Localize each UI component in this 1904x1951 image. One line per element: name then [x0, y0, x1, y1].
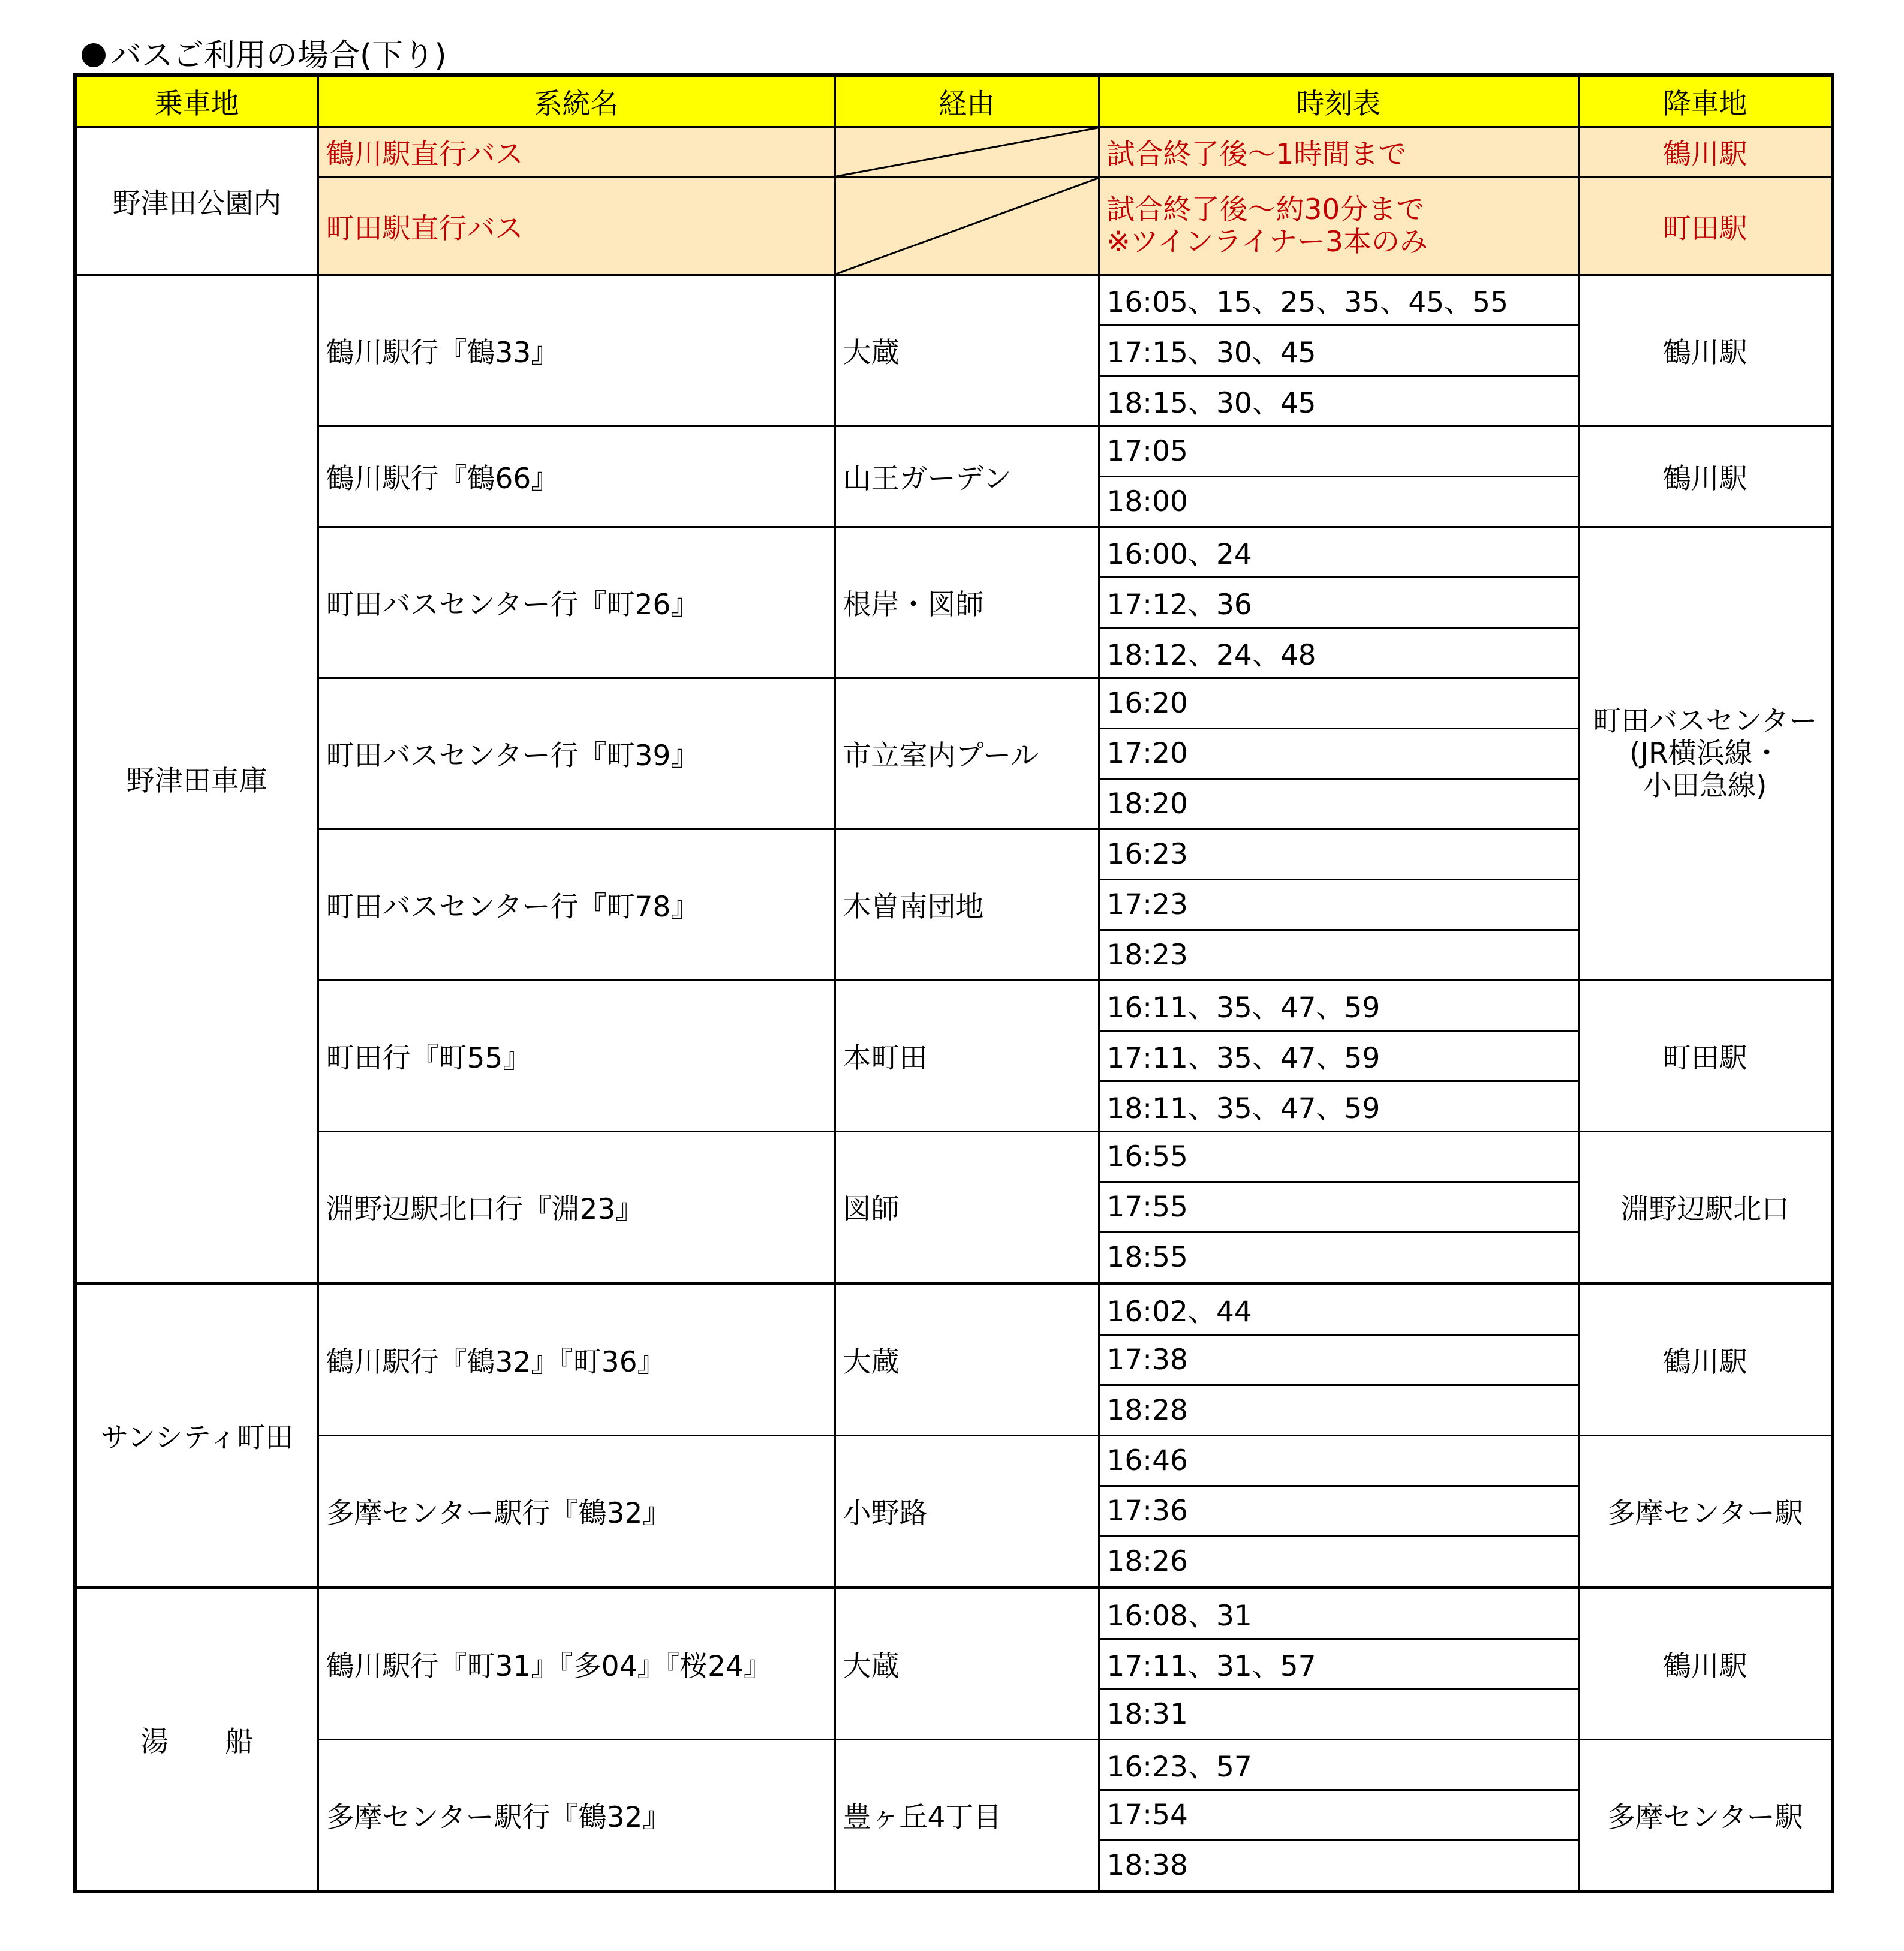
- time-cell: 18:38: [1099, 1841, 1578, 1892]
- time-cell: 18:28: [1099, 1385, 1578, 1436]
- time-cell: 16:00、24: [1099, 527, 1578, 578]
- route-cell: 鶴川駅行『鶴66』: [318, 426, 835, 527]
- table-row: [75, 275, 1833, 326]
- via-cell: 小野路: [835, 1436, 1099, 1588]
- via-cell: 市立室内プール: [835, 678, 1099, 829]
- table-row: [75, 127, 1833, 178]
- time-cell: 16:11、35、47、59: [1099, 981, 1578, 1031]
- alight-cell: 鶴川駅: [1578, 1588, 1833, 1740]
- time-cell: 17:36: [1099, 1486, 1578, 1537]
- time-cell: 17:11、31、57: [1099, 1639, 1578, 1690]
- time-cell: 18:20: [1099, 779, 1578, 829]
- table-row: [75, 1283, 1833, 1335]
- time-cell: 18:31: [1099, 1690, 1578, 1740]
- time-cell: 16:05、15、25、35、45、55: [1099, 275, 1578, 326]
- page-title-text: バスご利用の場合(下り): [110, 38, 447, 74]
- route-cell: 町田行『町55』: [318, 981, 835, 1132]
- bus-timetable: [73, 73, 1834, 1893]
- stop-cell: 湯 船: [75, 1588, 318, 1892]
- route-cell: 鶴川駅行『町31』『多04』『桜24』: [318, 1588, 835, 1740]
- stop-cell: 野津田公園内: [75, 127, 318, 275]
- time-cell: 18:12、24、48: [1099, 628, 1578, 678]
- time-cell: 17:23: [1099, 880, 1578, 930]
- route-cell: 町田バスセンター行『町26』: [318, 527, 835, 678]
- table-row: [75, 1588, 1833, 1639]
- time-cell: 16:08、31: [1099, 1588, 1578, 1639]
- time-cell: 17:54: [1099, 1790, 1578, 1841]
- alight-cell: 鶴川駅: [1578, 1283, 1833, 1436]
- alight-cell: 町田駅: [1578, 981, 1833, 1132]
- header-via: 経由: [835, 75, 1099, 127]
- alight-cell: 多摩センター駅: [1578, 1436, 1833, 1588]
- alight-cell: 鶴川駅: [1578, 127, 1833, 178]
- via-cell: 本町田: [835, 981, 1099, 1132]
- stop-cell: 野津田車庫: [75, 275, 318, 1284]
- route-cell: 町田バスセンター行『町39』: [318, 678, 835, 829]
- alight-cell: 多摩センター駅: [1578, 1740, 1833, 1892]
- time-cell: 17:15、30、45: [1099, 326, 1578, 376]
- route-cell: 多摩センター駅行『鶴32』: [318, 1740, 835, 1892]
- time-cell: 17:55: [1099, 1182, 1578, 1232]
- header-stop: 乗車地: [75, 75, 318, 127]
- table-row: [75, 829, 1833, 880]
- alight-line: 町田バスセンター: [1593, 704, 1818, 738]
- time-cell: 17:38: [1099, 1335, 1578, 1385]
- route-cell: 淵野辺駅北口行『淵23』: [318, 1132, 835, 1284]
- times-line: 試合終了後～約30分まで: [1106, 193, 1425, 226]
- via-cell: 豊ヶ丘4丁目: [835, 1740, 1099, 1892]
- table-row: [75, 1740, 1833, 1790]
- table-row: [75, 1436, 1833, 1486]
- time-cell: 18:15、30、45: [1099, 376, 1578, 426]
- via-empty-cell: [835, 178, 1099, 275]
- route-cell: 町田駅直行バス: [318, 178, 835, 275]
- time-cell: 17:11、35、47、59: [1099, 1031, 1578, 1081]
- header-times: 時刻表: [1099, 75, 1578, 127]
- alight-cell: 町田駅: [1578, 178, 1833, 275]
- time-cell: 18:23: [1099, 930, 1578, 981]
- via-cell: 大蔵: [835, 275, 1099, 426]
- header-route: 系統名: [318, 75, 835, 127]
- page-title: [82, 35, 447, 77]
- route-cell: 町田バスセンター行『町78』: [318, 829, 835, 981]
- alight-line: 小田急線): [1643, 769, 1767, 802]
- time-cell: 18:00: [1099, 477, 1578, 527]
- time-cell: 17:12、36: [1099, 578, 1578, 628]
- time-cell: 17:05: [1099, 426, 1578, 477]
- via-cell: 木曽南団地: [835, 829, 1099, 981]
- bullet-icon: [82, 43, 106, 67]
- time-cell: 16:20: [1099, 678, 1578, 729]
- alight-cell: 鶴川駅: [1578, 275, 1833, 426]
- header-alight: 降車地: [1578, 75, 1833, 127]
- via-cell: 根岸・図師: [835, 527, 1099, 678]
- route-cell: 鶴川駅直行バス: [318, 127, 835, 178]
- time-cell: 18:11、35、47、59: [1099, 1081, 1578, 1132]
- alight-cell-machida-bus-center: [1578, 527, 1833, 981]
- time-cell: 18:55: [1099, 1232, 1578, 1284]
- via-cell: 大蔵: [835, 1588, 1099, 1740]
- time-cell: 16:55: [1099, 1132, 1578, 1182]
- table-row: [75, 678, 1833, 729]
- table-row: [75, 178, 1833, 275]
- route-cell: 鶴川駅行『鶴32』『町36』: [318, 1283, 835, 1436]
- table-row: [75, 981, 1833, 1031]
- route-cell: 多摩センター駅行『鶴32』: [318, 1436, 835, 1588]
- alight-cell: 淵野辺駅北口: [1578, 1132, 1833, 1284]
- time-cell: 18:26: [1099, 1537, 1578, 1588]
- alight-line: (JR横浜線・: [1629, 736, 1781, 770]
- time-cell: 16:23: [1099, 829, 1578, 880]
- time-cell: 16:02、44: [1099, 1283, 1578, 1335]
- time-cell: 16:46: [1099, 1436, 1578, 1486]
- table-row: [75, 426, 1833, 477]
- via-cell: 図師: [835, 1132, 1099, 1284]
- header-row: [75, 75, 1833, 127]
- table-row: [75, 1132, 1833, 1182]
- times-cell: [1099, 178, 1578, 275]
- times-line: ※ツインライナー3本のみ: [1106, 226, 1428, 258]
- via-cell: 山王ガーデン: [835, 426, 1099, 527]
- table-row: [75, 527, 1833, 578]
- time-cell: 17:20: [1099, 729, 1578, 779]
- via-empty-cell: [835, 127, 1099, 178]
- stop-cell: サンシティ町田: [75, 1283, 318, 1588]
- via-cell: 大蔵: [835, 1283, 1099, 1436]
- route-cell: 鶴川駅行『鶴33』: [318, 275, 835, 426]
- alight-cell: 鶴川駅: [1578, 426, 1833, 527]
- time-cell: 16:23、57: [1099, 1740, 1578, 1790]
- times-cell: 試合終了後～1時間まで: [1099, 127, 1578, 178]
